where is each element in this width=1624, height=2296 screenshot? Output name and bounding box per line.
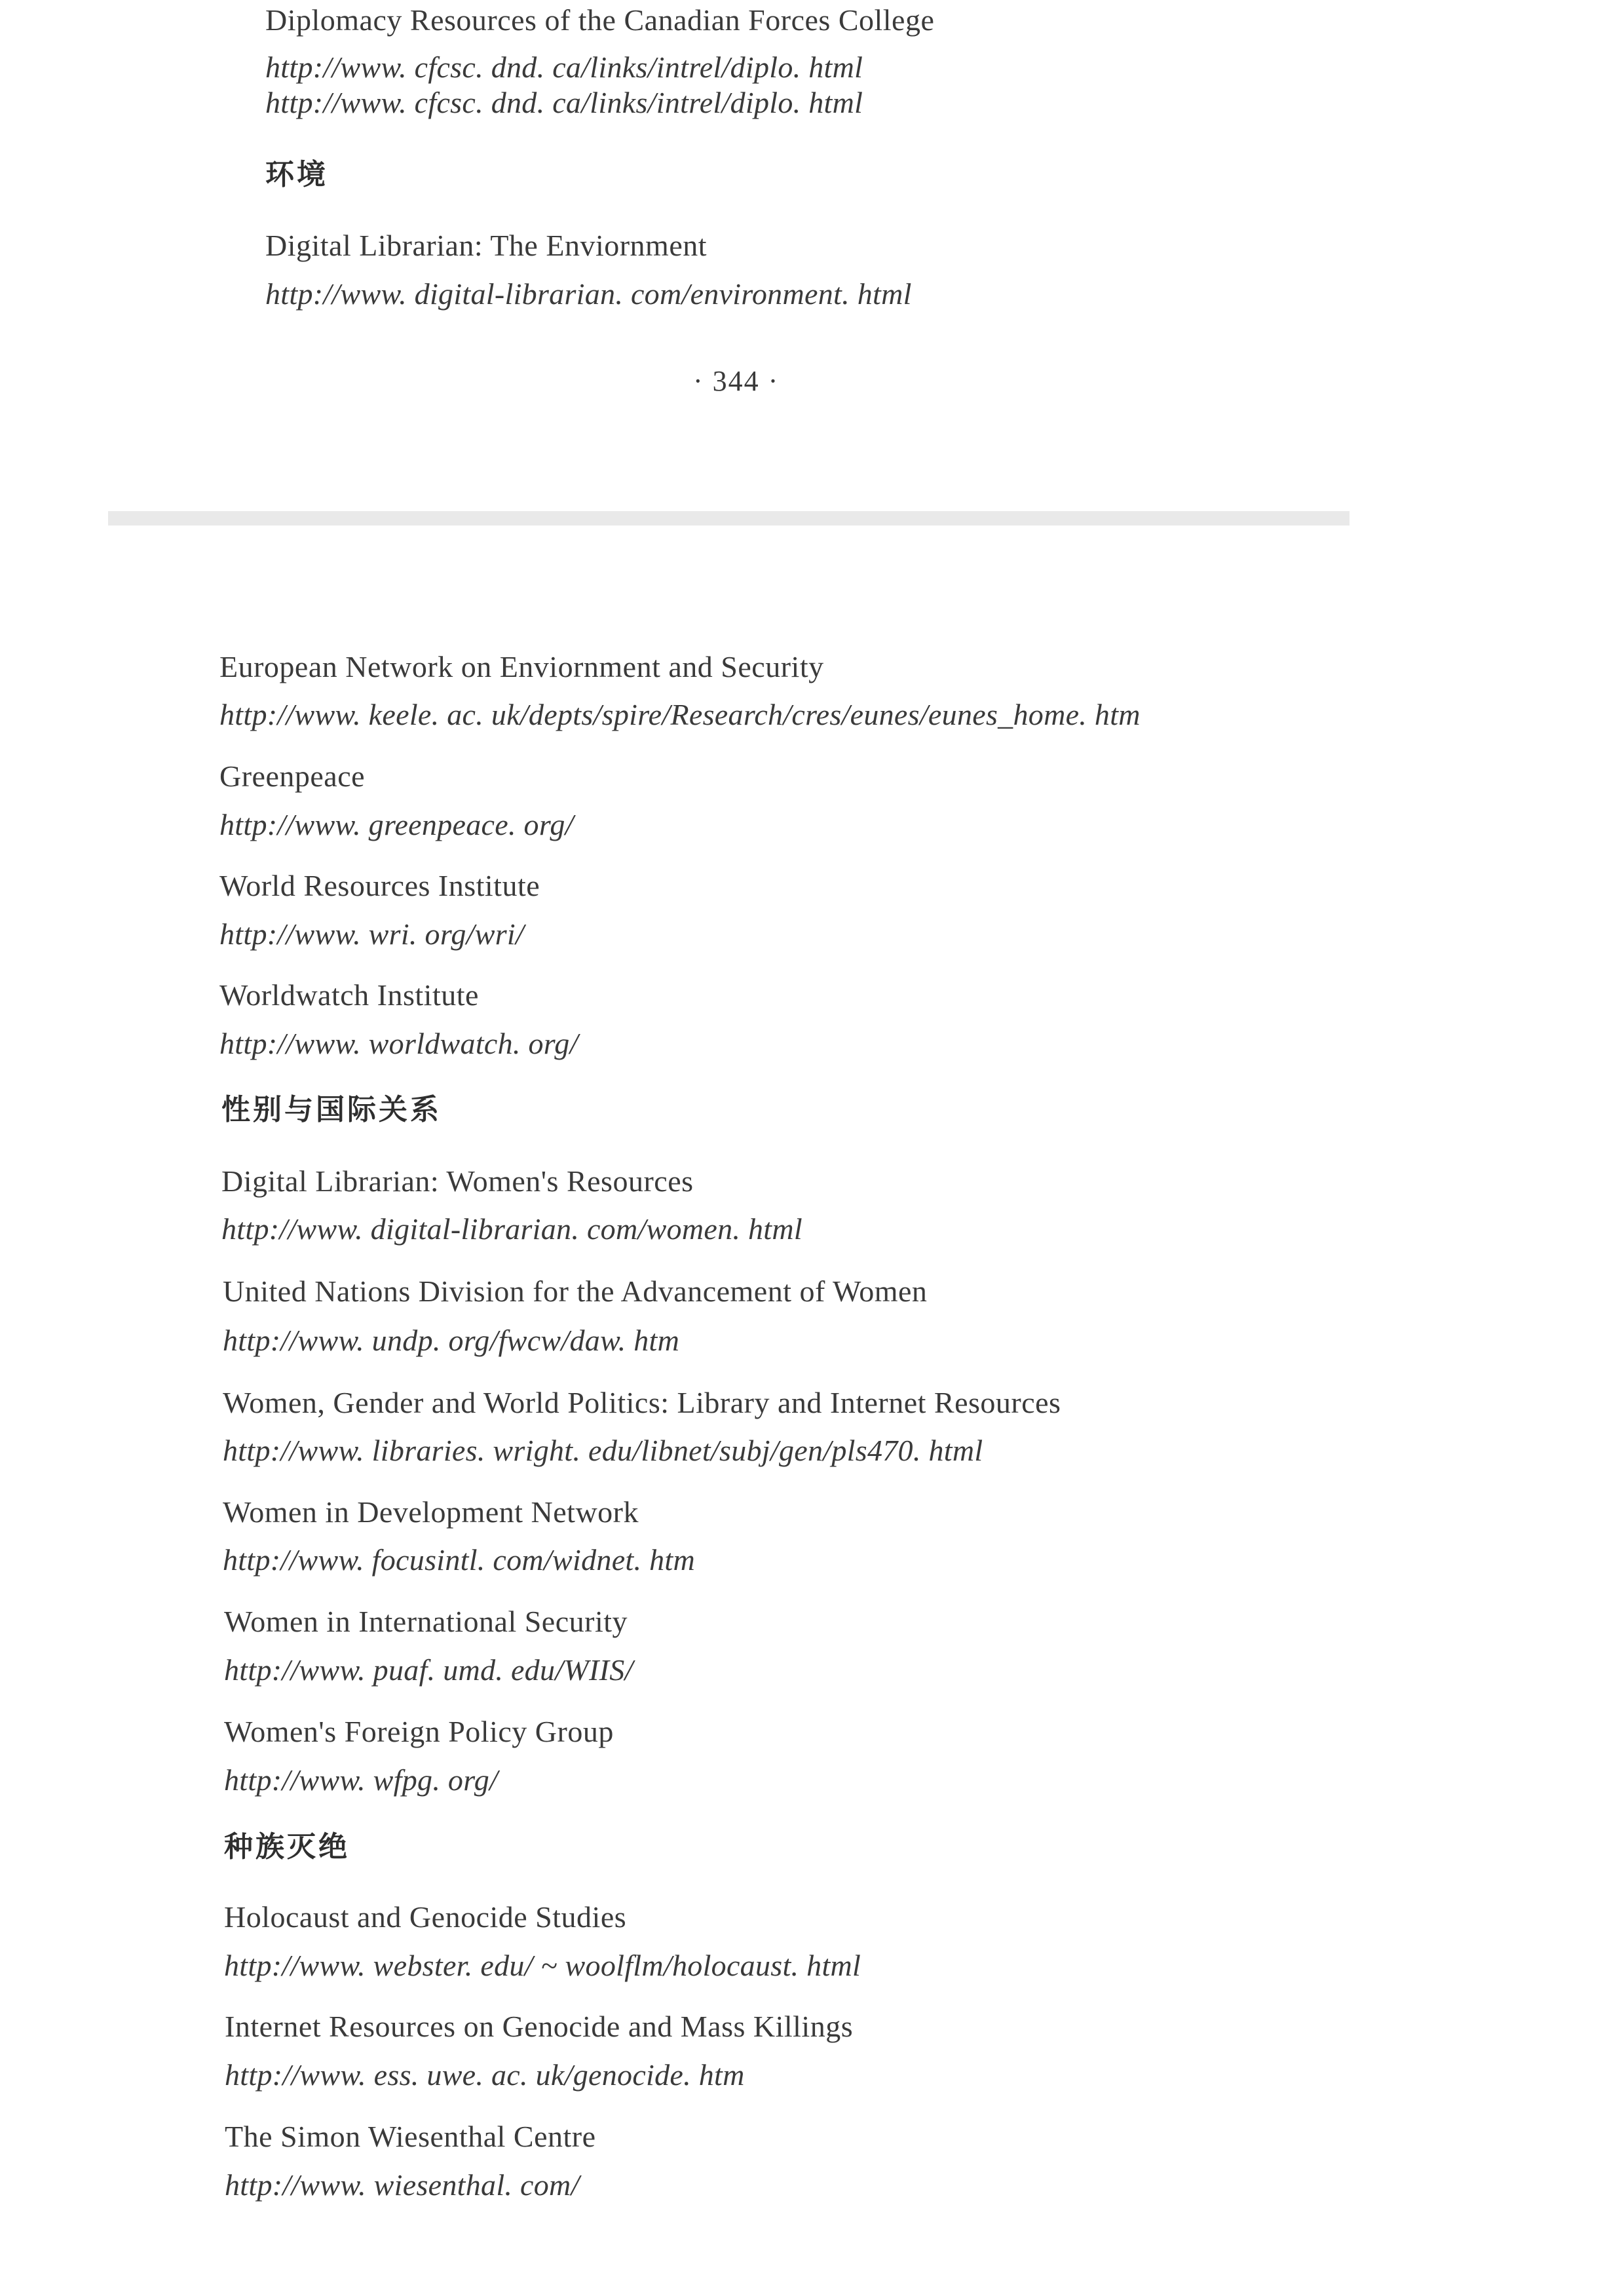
- entry-name-digital-librarian-women: Digital Librarian: Women's Resources: [221, 1164, 694, 1198]
- entry-name-worldwatch: Worldwatch Institute: [219, 978, 479, 1012]
- entry-name-holocaust-genocide: Holocaust and Genocide Studies: [224, 1900, 627, 1934]
- entry-url-diplomacy[interactable]: http://www. cfcsc. dnd. ca/links/intrel/diplo. html: [265, 50, 863, 84]
- entry-name-digital-librarian-environment: Digital Librarian: The Enviornment: [265, 229, 708, 262]
- entry-url-world-resources[interactable]: http://www. wri. org/wri/: [219, 917, 525, 951]
- entry-url-digital-librarian-environment[interactable]: http://www. digital-librarian. com/environment. html: [265, 277, 912, 311]
- entry-name-womens-foreign-policy: Women's Foreign Policy Group: [224, 1715, 614, 1748]
- page-number: · 344 ·: [693, 365, 780, 397]
- entry-name-women-development-network: Women in Development Network: [223, 1495, 639, 1529]
- entry-url-internet-resources-genocide[interactable]: http://www. ess. uwe. ac. uk/genocide. htm: [225, 2058, 745, 2092]
- section-heading-gender: 性别与国际关系: [221, 1093, 442, 1126]
- entry-url-digital-librarian-women[interactable]: http://www. digital-librarian. com/women. html: [221, 1212, 803, 1246]
- entry-url-greenpeace[interactable]: http://www. greenpeace. org/: [219, 808, 574, 841]
- entry-name-simon-wiesenthal: The Simon Wiesenthal Centre: [225, 2120, 596, 2153]
- entry-name-diplomacy: Diplomacy Resources of the Canadian Forces College: [265, 3, 935, 37]
- entry-url-women-development-network[interactable]: http://www. focusintl. com/widnet. htm: [223, 1543, 695, 1577]
- entry-name-women-international-security: Women in International Security: [224, 1605, 628, 1638]
- entry-url-womens-foreign-policy[interactable]: http://www. wfpg. org/: [224, 1763, 499, 1797]
- entry-name-women-gender-world-politics: Women, Gender and World Politics: Library and Internet Resources: [223, 1386, 1061, 1419]
- entry-name-european-network: European Network on Enviornment and Security: [219, 650, 824, 683]
- entry-url-european-network[interactable]: http://www. keele. ac. uk/depts/spire/Research/cres/eunes/eunes_home. htm: [219, 698, 1141, 731]
- entry-name-world-resources: World Resources Institute: [219, 869, 540, 902]
- entry-url-un-division-women[interactable]: http://www. undp. org/fwcw/daw. htm: [223, 1324, 680, 1357]
- entry-url-holocaust-genocide[interactable]: http://www. webster. edu/ ~ woolflm/holocaust. html: [224, 1949, 861, 1982]
- section-heading-genocide: 种族灭绝: [224, 1830, 350, 1864]
- entry-url-women-international-security[interactable]: http://www. puaf. umd. edu/WIIS/: [224, 1653, 633, 1687]
- entry-name-greenpeace: Greenpeace: [219, 759, 366, 793]
- entry-name-internet-resources-genocide: Internet Resources on Genocide and Mass Killings: [225, 2010, 854, 2043]
- section-heading-environment: 环境: [265, 158, 328, 191]
- page-separator: [108, 511, 1350, 526]
- entry-url-worldwatch[interactable]: http://www. worldwatch. org/: [219, 1027, 578, 1060]
- entry-url-simon-wiesenthal[interactable]: http://www. wiesenthal. com/: [225, 2168, 580, 2202]
- entry-url-women-gender-world-politics[interactable]: http://www. libraries. wright. edu/libnet/subj/gen/pls470. html: [223, 1434, 983, 1467]
- entry-url-diplomacy-cut: http://www. cfcsc. dnd. ca/links/intrel/diplo. html: [265, 86, 863, 119]
- entry-name-un-division-women: United Nations Division for the Advancement of Women: [223, 1274, 928, 1308]
